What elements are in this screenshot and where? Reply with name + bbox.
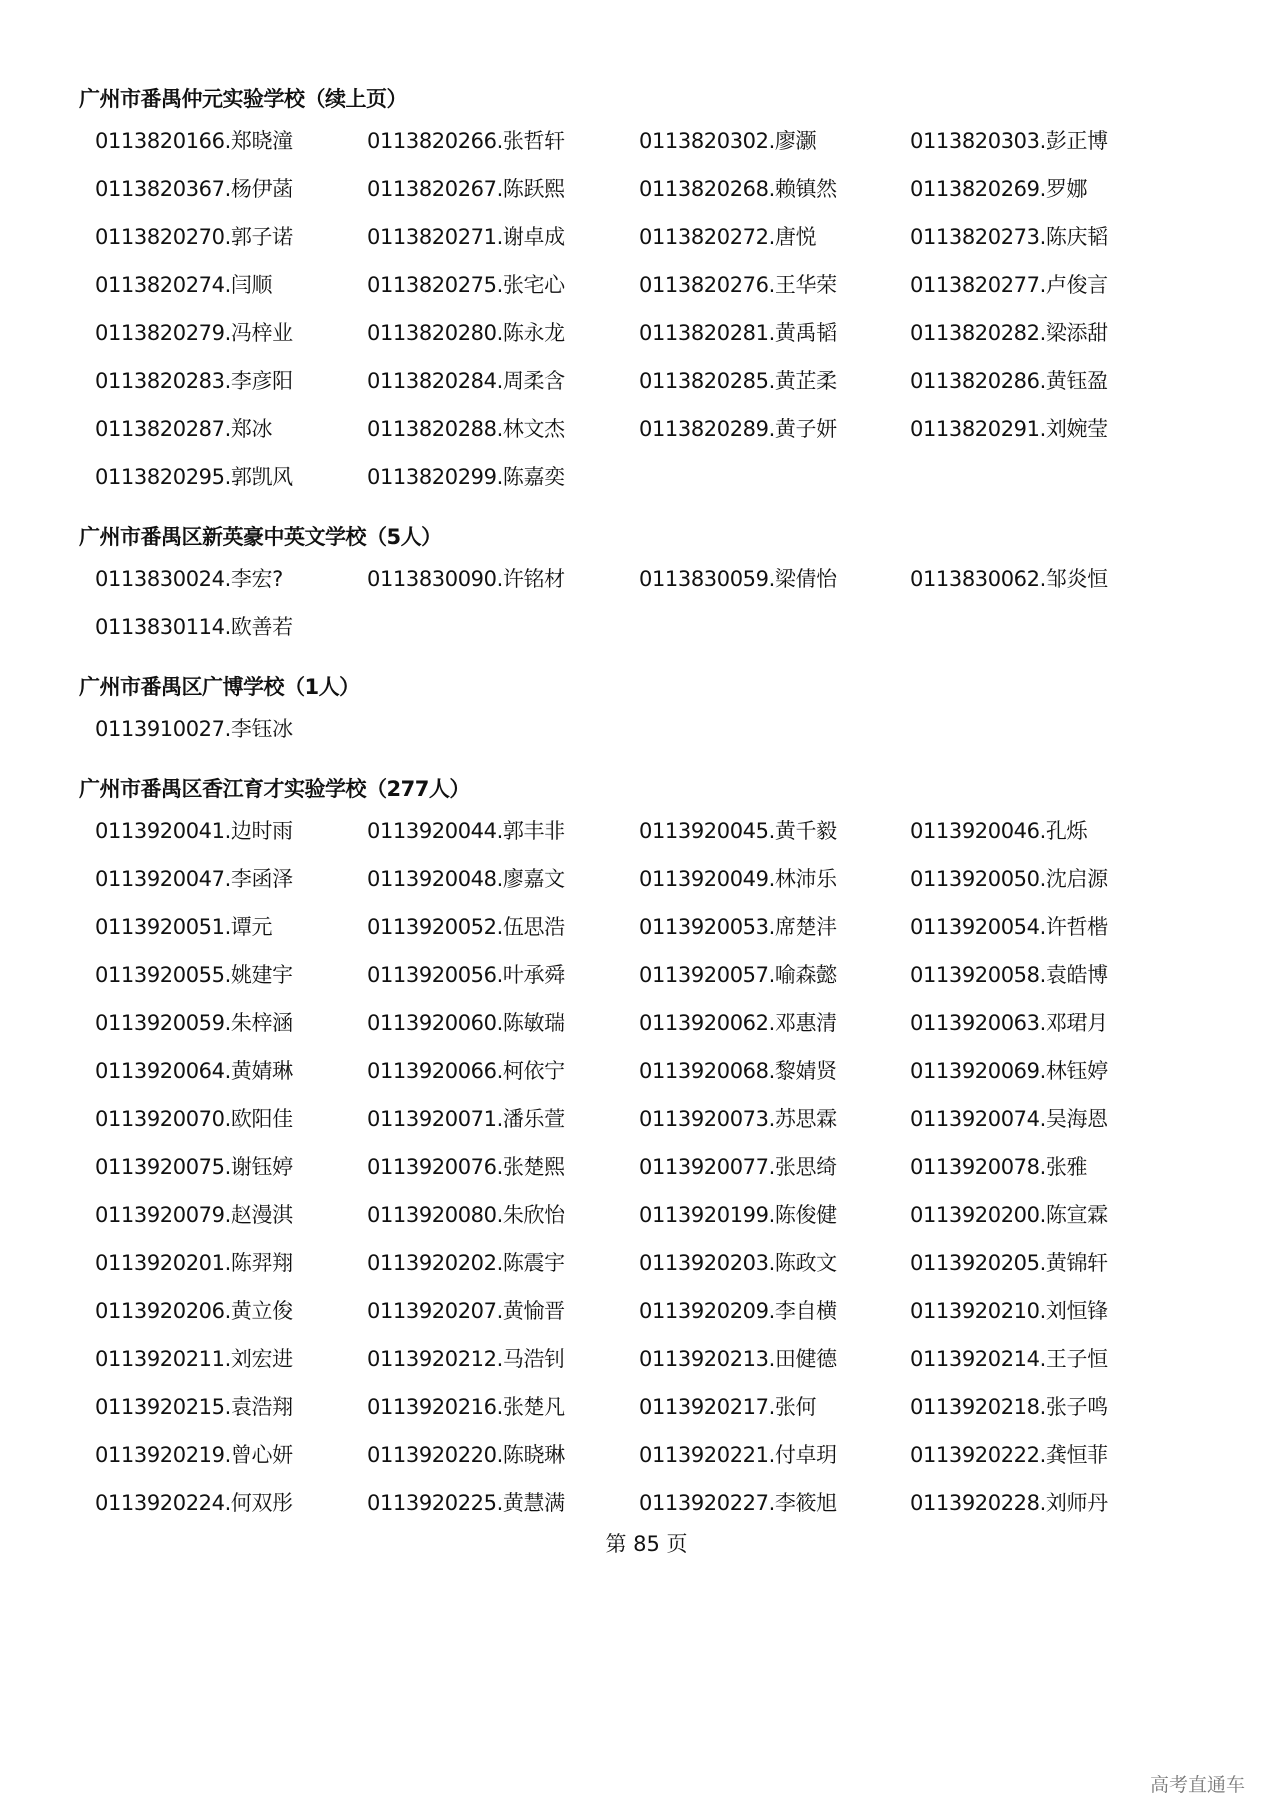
student-entry: 0113920058.袁皓博: [910, 963, 1108, 987]
student-entry: 0113920227.李筱旭: [639, 1491, 837, 1515]
student-entry: 0113920221.付卓玥: [639, 1443, 837, 1467]
student-entry: 0113920075.谢钰婷: [95, 1155, 293, 1179]
student-entry: 0113820286.黄钰盈: [910, 369, 1108, 393]
student-entry: 0113820295.郭凯风: [95, 465, 293, 489]
student-entry: 0113920210.刘恒锋: [910, 1299, 1108, 1323]
student-entry: 0113820277.卢俊言: [910, 273, 1108, 297]
student-entry: 0113920211.刘宏进: [95, 1347, 293, 1371]
student-entry: 0113920048.廖嘉文: [367, 867, 565, 891]
student-entry: 0113820288.林文杰: [367, 417, 565, 441]
student-entry: 0113820275.张宅心: [367, 273, 565, 297]
student-entry: 0113920215.袁浩翔: [95, 1395, 293, 1419]
student-entry: 0113920219.曾心妍: [95, 1443, 293, 1467]
school-heading: 广州市番禺区广博学校（1人）: [79, 675, 360, 699]
school-section: [79, 669, 1219, 753]
student-entry: 0113820271.谢卓成: [367, 225, 565, 249]
student-entry: 0113920220.陈晓琳: [367, 1443, 565, 1467]
student-entry: 0113820302.廖灏: [639, 129, 817, 153]
student-entry: 0113920056.叶承舜: [367, 963, 565, 987]
student-entry: 0113920046.孔烁: [910, 819, 1088, 843]
student-entry: 0113830062.邹炎恒: [910, 567, 1108, 591]
student-entry: 0113920057.喻森懿: [639, 963, 837, 987]
student-entry: 0113920059.朱梓涵: [95, 1011, 293, 1035]
student-entry: 0113920063.邓珺月: [910, 1011, 1108, 1035]
student-entry: 0113920209.李自横: [639, 1299, 837, 1323]
student-entry: 0113920216.张楚凡: [367, 1395, 565, 1419]
student-entry: 0113920050.沈启源: [910, 867, 1108, 891]
student-entry: 0113820273.陈庆韬: [910, 225, 1108, 249]
student-list: [79, 705, 1219, 753]
student-entry: 0113820280.陈永龙: [367, 321, 565, 345]
student-entry: 0113920078.张雅: [910, 1155, 1088, 1179]
document-body: [79, 81, 1219, 1561]
student-entry: 0113920203.陈政文: [639, 1251, 837, 1275]
student-entry: 0113830059.梁倩怡: [639, 567, 837, 591]
student-entry: 0113920200.陈宣霖: [910, 1203, 1108, 1227]
student-entry: 0113820166.郑晓潼: [95, 129, 293, 153]
student-entry: 0113920077.张思绮: [639, 1155, 837, 1179]
student-entry: 0113920070.欧阳佳: [95, 1107, 293, 1131]
school-section: [79, 519, 1219, 651]
student-entry: 0113820299.陈嘉奕: [367, 465, 565, 489]
student-entry: 0113920062.邓惠清: [639, 1011, 837, 1035]
student-entry: 0113920080.朱欣怡: [367, 1203, 565, 1227]
student-entry: 0113920053.席楚沣: [639, 915, 837, 939]
student-entry: 0113830114.欧善若: [95, 615, 293, 639]
student-entry: 0113920071.潘乐萱: [367, 1107, 565, 1131]
student-entry: 0113820268.赖镇然: [639, 177, 837, 201]
student-entry: 0113920066.柯依宁: [367, 1059, 565, 1083]
student-entry: 0113920073.苏思霖: [639, 1107, 837, 1131]
student-entry: 0113920206.黄立俊: [95, 1299, 293, 1323]
student-entry: 0113920224.何双彤: [95, 1491, 293, 1515]
school-section: [79, 771, 1219, 1527]
student-entry: 0113920207.黄愉晋: [367, 1299, 565, 1323]
student-entry: 0113920222.龚恒菲: [910, 1443, 1108, 1467]
student-entry: 0113920202.陈震宇: [367, 1251, 565, 1275]
page-number: 第 85 页: [605, 1532, 688, 1556]
student-entry: 0113920041.边时雨: [95, 819, 293, 843]
student-entry: 0113920064.黄婧琳: [95, 1059, 293, 1083]
student-entry: 0113920069.林钰婷: [910, 1059, 1108, 1083]
student-entry: 0113820281.黄禹韬: [639, 321, 837, 345]
student-entry: 0113820289.黄子妍: [639, 417, 837, 441]
student-entry: 0113920217.张何: [639, 1395, 817, 1419]
student-entry: 0113820287.郑冰: [95, 417, 273, 441]
student-entry: 0113820272.唐悦: [639, 225, 817, 249]
student-entry: 0113920049.林沛乐: [639, 867, 837, 891]
student-entry: 0113820276.王华荣: [639, 273, 837, 297]
student-entry: 0113820270.郭子诺: [95, 225, 293, 249]
student-entry: 0113920047.李函泽: [95, 867, 293, 891]
student-entry: 0113920068.黎婧贤: [639, 1059, 837, 1083]
student-entry: 0113820274.闫顺: [95, 273, 273, 297]
student-list: [79, 807, 1219, 1527]
student-entry: 0113920051.谭元: [95, 915, 273, 939]
student-entry: 0113920212.马浩钊: [367, 1347, 565, 1371]
student-entry: 0113820266.张哲轩: [367, 129, 565, 153]
student-entry: 0113820285.黄芷柔: [639, 369, 837, 393]
student-entry: 0113920074.吴海恩: [910, 1107, 1108, 1131]
student-entry: 0113920044.郭丰非: [367, 819, 565, 843]
student-entry: 0113830024.李宏?: [95, 567, 283, 591]
student-entry: 0113920218.张子鸣: [910, 1395, 1108, 1419]
student-entry: 0113820367.杨伊菡: [95, 177, 293, 201]
student-entry: 0113820284.周柔含: [367, 369, 565, 393]
student-entry: 0113920076.张楚熙: [367, 1155, 565, 1179]
student-entry: 0113920228.刘师丹: [910, 1491, 1108, 1515]
school-section: [79, 81, 1219, 501]
school-heading: 广州市番禺区香江育才实验学校（277人）: [79, 777, 470, 801]
student-entry: 0113820282.梁添甜: [910, 321, 1108, 345]
school-sections: [79, 81, 1219, 1527]
student-entry: 0113820279.冯梓业: [95, 321, 293, 345]
student-entry: 0113920060.陈敏瑞: [367, 1011, 565, 1035]
student-entry: 0113820303.彭正博: [910, 129, 1108, 153]
student-entry: 0113920205.黄锦轩: [910, 1251, 1108, 1275]
student-entry: 0113920199.陈俊健: [639, 1203, 837, 1227]
school-heading: 广州市番禺区新英豪中英文学校（5人）: [79, 525, 442, 549]
student-entry: 0113920213.田健德: [639, 1347, 837, 1371]
student-list: [79, 555, 1219, 651]
student-entry: 0113920045.黄千毅: [639, 819, 837, 843]
student-entry: 0113830090.许铭材: [367, 567, 565, 591]
student-entry: 0113820269.罗娜: [910, 177, 1088, 201]
student-entry: 0113920225.黄慧满: [367, 1491, 565, 1515]
student-entry: 0113920079.赵漫淇: [95, 1203, 293, 1227]
watermark: 高考直通车: [1150, 1774, 1246, 1796]
student-entry: 0113920214.王子恒: [910, 1347, 1108, 1371]
student-entry: 0113920055.姚建宇: [95, 963, 293, 987]
student-entry: 0113920054.许哲楷: [910, 915, 1108, 939]
student-entry: 0113820283.李彦阳: [95, 369, 293, 393]
student-entry: 0113820267.陈跃熙: [367, 177, 565, 201]
student-entry: 0113920201.陈羿翔: [95, 1251, 293, 1275]
student-entry: 0113910027.李钰冰: [95, 717, 293, 741]
student-entry: 0113920052.伍思浩: [367, 915, 565, 939]
school-heading: 广州市番禺仲元实验学校（续上页）: [79, 87, 407, 111]
student-list: [79, 117, 1219, 501]
student-entry: 0113820291.刘婉莹: [910, 417, 1108, 441]
